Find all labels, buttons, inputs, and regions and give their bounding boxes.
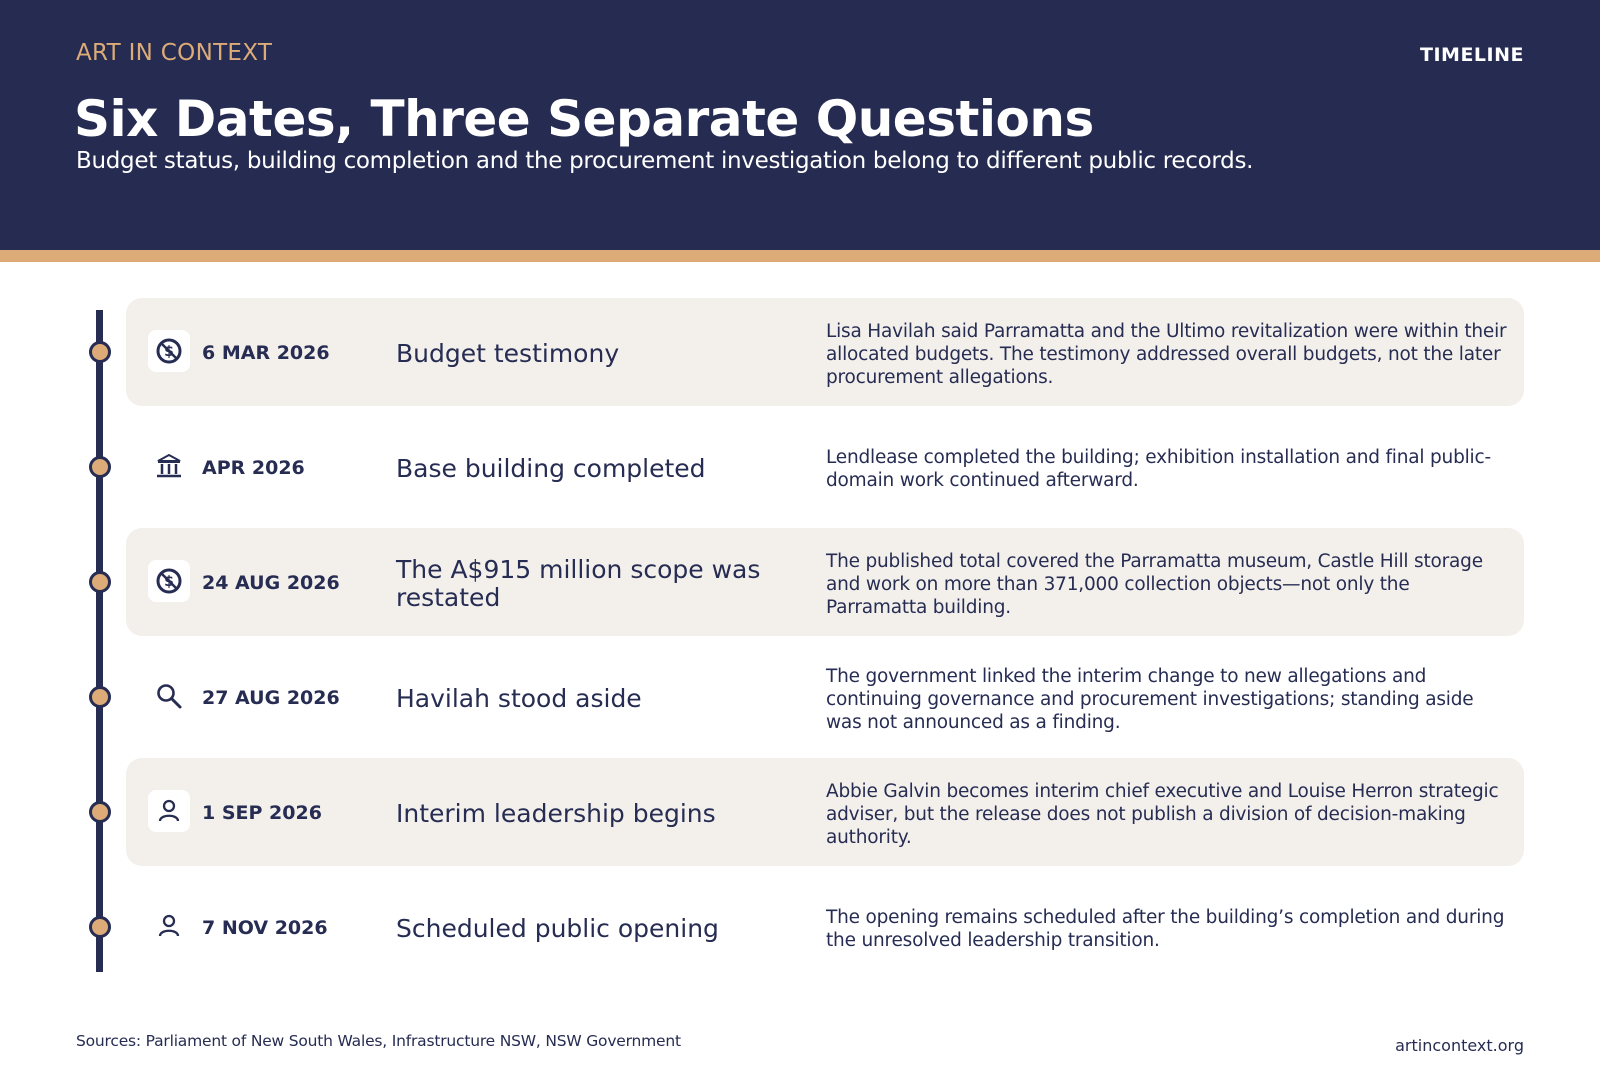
timeline-date: APR 2026 bbox=[202, 457, 305, 479]
timeline-marker bbox=[89, 341, 111, 363]
dollar-no-icon bbox=[148, 560, 190, 602]
sources-note: Sources: Parliament of New South Wales, Infrastructure NSW, NSW Government bbox=[76, 1032, 681, 1050]
timeline-event: Havilah stood aside bbox=[396, 684, 642, 713]
timeline-spine bbox=[96, 310, 103, 972]
person-icon bbox=[148, 790, 190, 832]
timeline-event: The A$915 million scope was restated bbox=[396, 555, 761, 612]
timeline-description: Lendlease completed the building; exhibition installation and final public-domain work continued afterward. bbox=[826, 447, 1491, 491]
timeline-description: The government linked the interim change to new allegations and continuing governance and procurement investigations; standing aside was not announced as a finding. bbox=[826, 666, 1474, 733]
timeline-date: 6 MAR 2026 bbox=[202, 342, 330, 364]
timeline-date: 27 AUG 2026 bbox=[202, 687, 340, 709]
timeline-marker bbox=[89, 456, 111, 478]
timeline-description: Lisa Havilah said Parramatta and the Ultimo revitalization were within their allocated budgets. The testimony addressed overall budgets, not the later procurement allegations. bbox=[826, 321, 1507, 388]
timeline-date: 1 SEP 2026 bbox=[202, 802, 322, 824]
page-subtitle: Budget status, building completion and the procurement investigation belong to different public records. bbox=[76, 148, 1254, 174]
timeline-description: The opening remains scheduled after the building’s completion and during the unresolved leadership transition. bbox=[826, 907, 1505, 951]
section-tag: TIMELINE bbox=[1420, 44, 1524, 66]
timeline-date: 24 AUG 2026 bbox=[202, 572, 340, 594]
timeline-event: Budget testimony bbox=[396, 339, 620, 368]
timeline-marker bbox=[89, 686, 111, 708]
person-icon bbox=[148, 905, 190, 947]
building-icon bbox=[148, 445, 190, 487]
svg-text:$: $ bbox=[164, 574, 174, 590]
timeline-date: 7 NOV 2026 bbox=[202, 917, 328, 939]
timeline-event: Scheduled public opening bbox=[396, 914, 719, 943]
timeline-description: Abbie Galvin becomes interim chief executive and Louise Herron strategic adviser, but the release does not publish a division of decision-making authority. bbox=[826, 781, 1499, 848]
kicker: ART IN CONTEXT bbox=[76, 40, 273, 66]
timeline-marker bbox=[89, 916, 111, 938]
svg-text:$: $ bbox=[164, 344, 174, 360]
header-accent-bar bbox=[0, 250, 1600, 262]
site-link[interactable]: artincontext.org bbox=[1395, 1036, 1524, 1055]
timeline-marker bbox=[89, 801, 111, 823]
dollar-no-icon bbox=[148, 330, 190, 372]
search-icon bbox=[148, 675, 190, 717]
timeline-event: Base building completed bbox=[396, 454, 706, 483]
timeline-event: Interim leadership begins bbox=[396, 799, 716, 828]
timeline-description: The published total covered the Parramatta museum, Castle Hill storage and work on more than 371,000 collection objects—not only the Parramatta building. bbox=[826, 551, 1483, 618]
timeline-marker bbox=[89, 571, 111, 593]
page-title: Six Dates, Three Separate Questions bbox=[74, 90, 1094, 148]
